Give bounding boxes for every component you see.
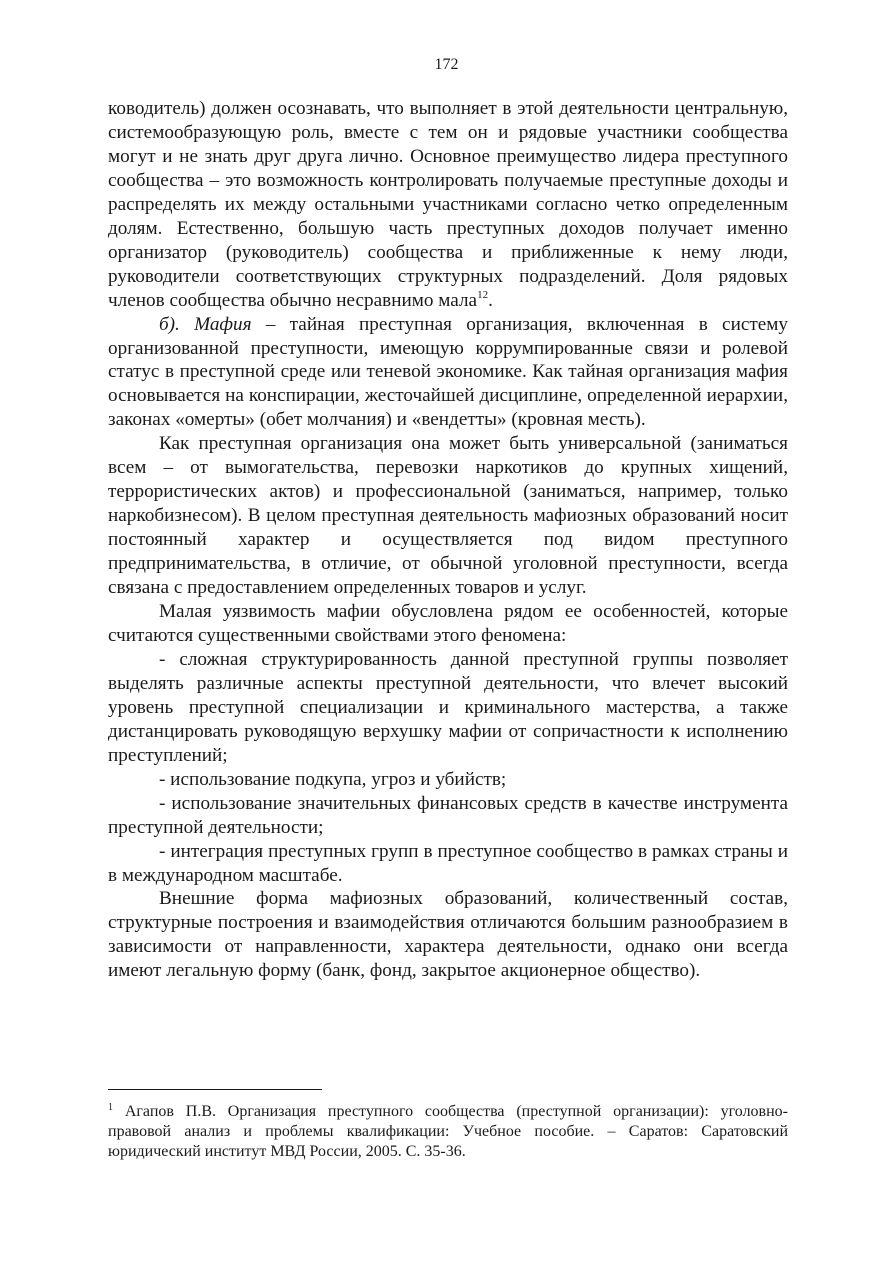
list-item-1: - сложная структурированность данной преступной группы позволяет выделять различные аспекты преступной деятельности, что влечет высокий уровень преступной специализации и криминального мастерства, а также дистанцировать руководящую верхушку мафии от сопричастности к исполнению преступлений; xyxy=(108,648,788,766)
paragraph-5: Внешние форма мафиозных образований, количественный состав, структурные построения и взаимодействия отличаются большим разнообразием в зависимости от направленности, характера деятельности, однако они всегда имеют легальную форму (банк, фонд, закрытое акционерное общество). xyxy=(108,888,788,982)
footnote-marker: 1 xyxy=(108,1102,113,1113)
footnote-text: Агапов П.В. Организация преступного сообщества (преступной организации): уголовно-правовой анализ и проблемы квалификации: Учебное пособие. – Саратов: Саратовский юридический институт МВД России, 2005. С. 35-36. xyxy=(108,1103,788,1160)
paragraph-3: Как преступная организация она может быть универсальной (заниматься всем – от вымогательства, перевозки наркотиков до крупных хищений, террористических актов) и профессиональной (заниматься, например, только наркобизнесом). В целом преступная деятельность мафиозных образований носит постоянный характер и осуществляется под видом преступного предпринимательства, в отличие, от обычной уголовной преступности, всегда связана с предоставлением определенных товаров и услуг. xyxy=(108,433,788,599)
body-text xyxy=(108,97,788,983)
footnote-separator xyxy=(108,1089,322,1090)
list-item-2: - использование подкупа, угроз и убийств; xyxy=(159,768,507,790)
paragraph-1-tail: . xyxy=(488,289,493,311)
footnote-reference: 12 xyxy=(477,288,489,301)
term-heading: б). Мафия xyxy=(159,313,252,335)
page-number: 172 xyxy=(434,56,459,73)
list-item-3: - использование значительных финансовых средств в качестве инструмента преступной деятельности; xyxy=(108,792,788,838)
footnote xyxy=(108,1102,788,1162)
paragraph-4: Малая уязвимость мафии обусловлена рядом ее особенностей, которые считаются существенными свойствами этого феномена: xyxy=(108,601,788,646)
list-item-4: - интеграция преступных групп в преступное сообщество в рамках страны и в международном масштабе. xyxy=(108,840,788,886)
paragraph-2 xyxy=(108,313,788,433)
paragraph-1 xyxy=(108,97,788,313)
paragraph-1-text: ководитель) должен осознавать, что выполняет в этой деятельности центральную, системообразующую роль, вместе с тем он и рядовые участники сообщества могут и не знать друг друга лично. Основное преимущество лидера преступного сообщества – это возможность контролировать получаемые преступные доходы и распределять их между остальными участниками согласно четко определенным долям. Естественно, большую часть преступных доходов получает именно организатор (руководитель) сообщества и приближенные к нему люди, руководители соответствующих структурных подразделений. Доля рядовых членов сообщества обычно несравнимо мала xyxy=(108,98,788,311)
paragraph-2-text: – тайная преступная организация, включенная в систему организованной преступности, имеющую коррумпированные связи и ролевой статус в преступной среде или теневой экономике. Как тайная организация мафия основывается на конспирации, жесточайшей дисциплине, определенной иерархии, законах «омерты» (обет молчания) и «вендетты» (кровная месть). xyxy=(108,313,788,431)
